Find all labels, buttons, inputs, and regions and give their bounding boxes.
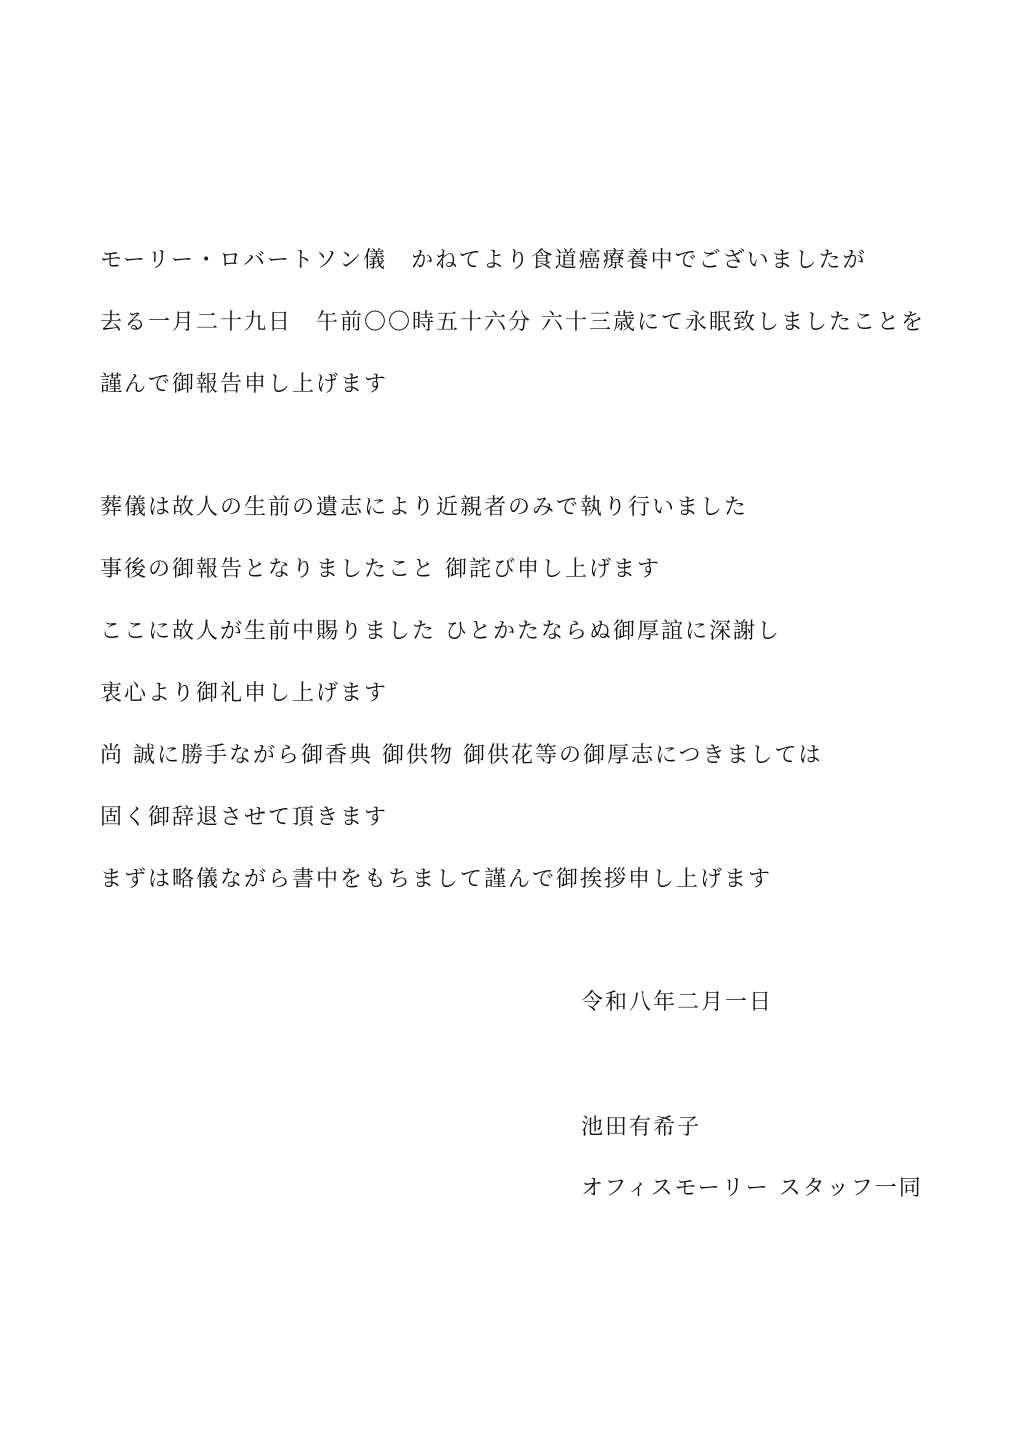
paragraph2-line-4: 衷心より御礼申し上げます: [100, 681, 389, 706]
paragraph2-line-2: 事後の御報告となりましたこと 御詫び申し上げます: [100, 557, 661, 582]
paragraph2-line-1: 葬儀は故人の生前の遺志により近親者のみで執り行いました: [100, 495, 749, 520]
paragraph2-line-7: まずは略儀ながら書中をもちまして謹んで御挨拶申し上げます: [100, 867, 773, 892]
signatory-organization: オフィスモーリー スタッフ一同: [581, 1176, 923, 1201]
paragraph2-line-3: ここに故人が生前中賜りました ひとかたならぬ御厚誼に深謝し: [100, 619, 781, 644]
paragraph1-line-3: 謹んで御報告申し上げます: [100, 372, 389, 397]
paragraph2-line-5: 尚 誠に勝手ながら御香典 御供物 御供花等の御厚志につきましては: [100, 743, 823, 768]
signatory-name: 池田有希子: [581, 1115, 702, 1140]
paragraph2-line-6: 固く御辞退させて頂きます: [100, 805, 389, 830]
paragraph1-line-1: モーリー・ロバートソン儀 かねてより食道癌療養中でございましたが: [100, 248, 867, 273]
notice-date: 令和八年二月一日: [581, 990, 774, 1015]
paragraph1-line-2: 去る一月二十九日 午前〇〇時五十六分 六十三歳にて永眠致しましたことを: [100, 310, 925, 335]
